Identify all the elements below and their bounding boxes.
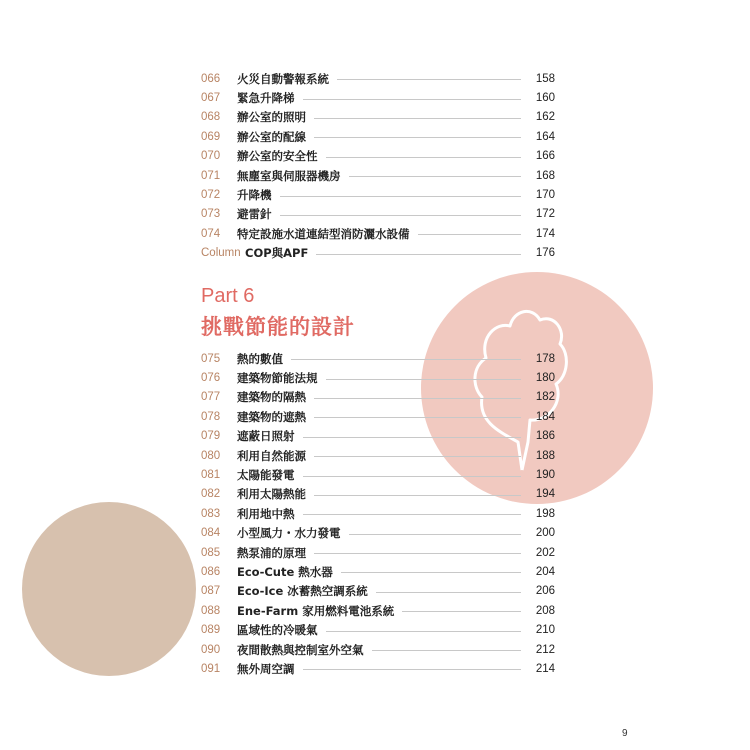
- leader-line: [303, 514, 522, 515]
- toc-entry: [201, 640, 555, 659]
- entry-page: 194: [535, 488, 555, 501]
- entry-title: COP與APF: [245, 246, 309, 261]
- decorative-circle-tan: [22, 502, 196, 676]
- entry-number: 069: [201, 130, 221, 143]
- entry-title: 區域性的冷暖氣: [237, 623, 318, 638]
- entry-title: 特定設施水道連結型消防灑水設備: [237, 226, 410, 241]
- entry-number: 074: [201, 227, 221, 240]
- entry-number: 080: [201, 449, 221, 462]
- entry-page: 168: [535, 169, 555, 182]
- entry-number: 071: [201, 169, 221, 182]
- leader-line: [314, 553, 521, 554]
- leader-line: [326, 157, 522, 158]
- toc-entry: [201, 601, 555, 620]
- entry-page: 206: [535, 585, 555, 598]
- entry-page: 162: [535, 111, 555, 124]
- leader-line: [280, 196, 522, 197]
- entry-page: 208: [535, 604, 555, 617]
- entry-title: 熱泵浦的原理: [237, 545, 306, 560]
- leader-line: [303, 99, 522, 100]
- entry-number: 082: [201, 488, 221, 501]
- leader-line: [314, 495, 521, 496]
- entry-number: 076: [201, 372, 221, 385]
- entry-page: 184: [535, 410, 555, 423]
- entry-page: 174: [535, 227, 555, 240]
- entry-number: 089: [201, 624, 221, 637]
- entry-page: 180: [535, 372, 555, 385]
- toc-entry: [201, 620, 555, 639]
- toc-entry: [201, 524, 555, 543]
- leader-line: [314, 398, 521, 399]
- entry-title: 建築物的隔熱: [237, 390, 306, 405]
- entry-page: 190: [535, 469, 555, 482]
- entry-title: 辦公室的照明: [237, 110, 306, 125]
- entry-page: 212: [535, 643, 555, 656]
- entry-page: 210: [535, 624, 555, 637]
- entry-page: 170: [535, 189, 555, 202]
- entry-number: 091: [201, 662, 221, 675]
- entry-number: 070: [201, 150, 221, 163]
- toc-entry: [201, 205, 555, 224]
- leader-line: [341, 572, 521, 573]
- leader-line: [314, 137, 521, 138]
- leader-line: [326, 631, 522, 632]
- leader-line: [376, 592, 521, 593]
- leader-line: [337, 79, 521, 80]
- entry-number: 090: [201, 643, 221, 656]
- entry-page: 164: [535, 130, 555, 143]
- toc-entry: [201, 485, 555, 504]
- entry-number: 075: [201, 352, 221, 365]
- entry-page: 172: [535, 208, 555, 221]
- entry-title: 無外周空調: [237, 661, 295, 676]
- entry-page: 200: [535, 527, 555, 540]
- toc-entry: [201, 244, 555, 263]
- leader-line: [316, 254, 521, 255]
- entry-page: 186: [535, 430, 555, 443]
- leader-line: [291, 359, 521, 360]
- entry-title: Ene-Farm 家用燃料電池系統: [237, 603, 395, 618]
- part-label: Part 6: [201, 285, 255, 307]
- entry-page: 188: [535, 449, 555, 462]
- leader-line: [418, 234, 522, 235]
- toc-entry: [201, 69, 555, 88]
- entry-title: 建築物的遮熱: [237, 409, 306, 424]
- entry-page: 166: [535, 150, 555, 163]
- toc-entry: [201, 407, 555, 426]
- entry-number: 084: [201, 527, 221, 540]
- entry-title: Eco-Ice 冰蓄熱空調系統: [237, 584, 368, 599]
- toc-entry: [201, 465, 555, 484]
- entry-page: 160: [535, 92, 555, 105]
- part-title: 挑戰節能的設計: [201, 315, 355, 339]
- entry-page: 214: [535, 662, 555, 675]
- entry-number: 078: [201, 410, 221, 423]
- entry-title: 利用自然能源: [237, 448, 306, 463]
- entry-number: 083: [201, 507, 221, 520]
- entry-title: 辦公室的配線: [237, 129, 306, 144]
- page-number: 9: [622, 728, 628, 739]
- entry-number: Column: [201, 247, 241, 260]
- toc-entry: [201, 127, 555, 146]
- entry-title: 利用地中熱: [237, 506, 295, 521]
- entry-page: 176: [535, 247, 555, 260]
- entry-number: 067: [201, 92, 221, 105]
- toc-entry: [201, 582, 555, 601]
- toc-section-part6: [201, 349, 555, 679]
- entry-title: 避雷針: [237, 207, 272, 222]
- leader-line: [303, 476, 522, 477]
- entry-page: 182: [535, 391, 555, 404]
- toc-entry: [201, 543, 555, 562]
- entry-title: 夜間散熱與控制室外空氣: [237, 642, 364, 657]
- entry-page: 204: [535, 565, 555, 578]
- toc-entry: [201, 446, 555, 465]
- entry-page: 158: [535, 72, 555, 85]
- entry-title: 緊急升降梯: [237, 91, 295, 106]
- entry-title: 無塵室與伺服器機房: [237, 168, 341, 183]
- leader-line: [372, 650, 522, 651]
- entry-title: Eco-Cute 熱水器: [237, 564, 333, 579]
- entry-number: 079: [201, 430, 221, 443]
- leader-line: [314, 417, 521, 418]
- entry-number: 068: [201, 111, 221, 124]
- leader-line: [349, 534, 522, 535]
- toc-entry: [201, 349, 555, 368]
- entry-title: 火災自動警報系統: [237, 71, 329, 86]
- leader-line: [314, 118, 521, 119]
- entry-number: 066: [201, 72, 221, 85]
- toc-entry: [201, 659, 555, 678]
- toc-entry: [201, 185, 555, 204]
- entry-number: 072: [201, 189, 221, 202]
- toc-entry: [201, 368, 555, 387]
- leader-line: [314, 456, 521, 457]
- leader-line: [349, 176, 522, 177]
- toc-entry: [201, 562, 555, 581]
- entry-title: 建築物節能法規: [237, 371, 318, 386]
- entry-title: 利用太陽熱能: [237, 487, 306, 502]
- toc-entry: [201, 108, 555, 127]
- entry-page: 202: [535, 546, 555, 559]
- entry-number: 086: [201, 565, 221, 578]
- entry-number: 073: [201, 208, 221, 221]
- toc-entry: [201, 224, 555, 243]
- leader-line: [303, 669, 522, 670]
- leader-line: [402, 611, 521, 612]
- entry-page: 178: [535, 352, 555, 365]
- toc-entry: [201, 504, 555, 523]
- entry-page: 198: [535, 507, 555, 520]
- entry-number: 077: [201, 391, 221, 404]
- entry-title: 遮蔽日照射: [237, 429, 295, 444]
- leader-line: [303, 437, 522, 438]
- entry-title: 小型風力・水力發電: [237, 526, 341, 541]
- toc-entry: [201, 427, 555, 446]
- entry-number: 088: [201, 604, 221, 617]
- toc-section-top: [201, 69, 555, 263]
- leader-line: [280, 215, 522, 216]
- toc-entry: [201, 166, 555, 185]
- entry-number: 085: [201, 546, 221, 559]
- toc-entry: [201, 388, 555, 407]
- toc-entry: [201, 147, 555, 166]
- entry-title: 太陽能發電: [237, 468, 295, 483]
- entry-number: 081: [201, 469, 221, 482]
- toc-entry: [201, 88, 555, 107]
- leader-line: [326, 379, 522, 380]
- entry-number: 087: [201, 585, 221, 598]
- entry-title: 熱的數值: [237, 351, 283, 366]
- entry-title: 升降機: [237, 188, 272, 203]
- entry-title: 辦公室的安全性: [237, 149, 318, 164]
